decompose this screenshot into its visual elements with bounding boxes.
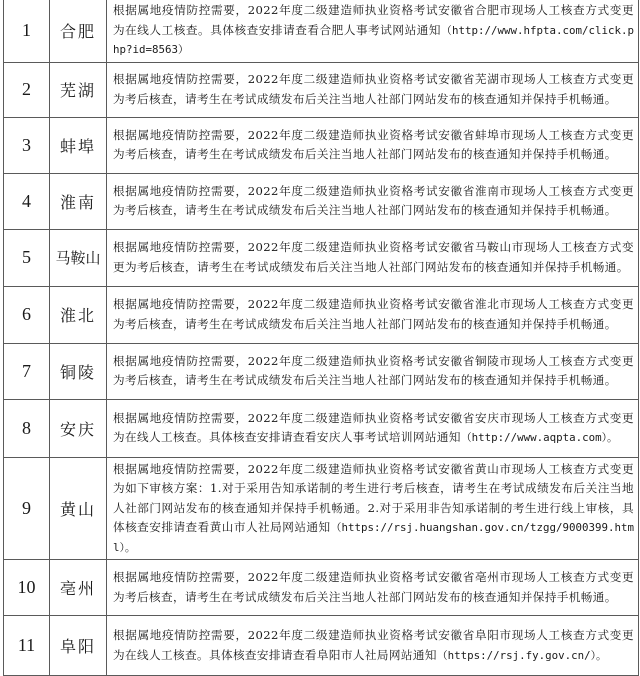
notice-text [107,399,639,457]
city-name: 合肥 [50,0,107,62]
notice-link[interactable]: （http://www.aqpta.com）。 [460,431,618,444]
city-name: 淮北 [50,286,107,343]
notice-text [107,560,639,616]
table-row [4,62,639,117]
row-number: 1 [4,0,50,62]
notice-body: 根据属地疫情防控需要，2022年度二级建造师执业资格考试安徽省马鞍山市现场人工核查方式变更为考后核查，请考生在考试成绩发布后关注当地人社部门网站发布的核查通知并保持手机畅通。 [113,240,634,274]
city-name: 阜阳 [50,616,107,676]
city-notice-table [3,0,639,676]
table-row [4,229,639,286]
row-number: 8 [4,399,50,457]
notice-body: 根据属地疫情防控需要，2022年度二级建造师执业资格考试安徽省芜湖市现场人工核查方式变更为考后核查，请考生在考试成绩发布后关注当地人社部门网站发布的核查通知并保持手机畅通。 [113,72,634,106]
notice-body: 根据属地疫情防控需要，2022年度二级建造师执业资格考试安徽省合肥市现场人工核查方式变更为在线人工核查。具体核查安排请查看合肥人事考试网站通知 [113,3,634,37]
row-number: 4 [4,173,50,229]
table-row [4,117,639,173]
row-number: 2 [4,62,50,117]
notice-link[interactable]: （https://rsj.fy.gov.cn/）。 [436,648,607,662]
notice-text [107,117,639,173]
table-row [4,457,639,560]
city-name: 黄山 [50,457,107,560]
table-row [4,616,639,676]
table-row [4,286,639,343]
row-number: 7 [4,343,50,399]
notice-text [107,286,639,343]
row-number: 9 [4,457,50,560]
notice-text [107,62,639,117]
table-row [4,173,639,229]
notice-body: 根据属地疫情防控需要，2022年度二级建造师执业资格考试安徽省淮北市现场人工核查方式变更为考后核查，请考生在考试成绩发布后关注当地人社部门网站发布的核查通知并保持手机畅通。 [113,297,634,331]
row-number: 3 [4,117,50,173]
row-number: 10 [4,560,50,616]
city-name: 芜湖 [50,62,107,117]
notice-body: 根据属地疫情防控需要，2022年度二级建造师执业资格考试安徽省亳州市现场人工核查方式变更为考后核查，请考生在考试成绩发布后关注当地人社部门网站发布的核查通知并保持手机畅通。 [113,570,634,604]
notice-text [107,0,639,62]
notice-body: 根据属地疫情防控需要，2022年度二级建造师执业资格考试安徽省阜阳市现场人工核查方式变更为在线人工核查。具体核查安排请查看阜阳市人社局网站通知 [113,628,634,662]
table-row [4,399,639,457]
table-row [4,343,639,399]
row-number: 5 [4,229,50,286]
city-name: 安庆 [50,399,107,457]
notice-link[interactable]: （https://rsj.huangshan.gov.cn/tzgg/9000399.html）。 [113,521,634,554]
notice-text [107,229,639,286]
notice-body: 根据属地疫情防控需要，2022年度二级建造师执业资格考试安徽省淮南市现场人工核查方式变更为考后核查，请考生在考试成绩发布后关注当地人社部门网站发布的核查通知并保持手机畅通。 [113,183,634,217]
notice-text [107,173,639,229]
notice-text [107,616,639,676]
notice-body: 根据属地疫情防控需要，2022年度二级建造师执业资格考试安徽省黄山市现场人工核查方式变更为如下审核方案：1.对于采用告知承诺制的考生进行考后核查，请考生在考试成绩发布后关注当地人社部门网站发布的核查通知并保持手机畅通。2.对于采用非告知承诺制的考生进行线上审核，具体核查安排请查看黄山市人社局网站通知 [113,461,634,534]
city-name: 马鞍山 [50,229,107,286]
notice-text [107,457,639,560]
city-name: 铜陵 [50,343,107,399]
city-name: 亳州 [50,560,107,616]
notice-link[interactable]: （http://www.hfpta.com/click.php?id=8563） [113,23,634,56]
notice-text [107,343,639,399]
city-name: 淮南 [50,173,107,229]
table-row [4,0,639,62]
row-number: 6 [4,286,50,343]
row-number: 11 [4,616,50,676]
notice-body: 根据属地疫情防控需要，2022年度二级建造师执业资格考试安徽省蚌埠市现场人工核查方式变更为考后核查，请考生在考试成绩发布后关注当地人社部门网站发布的核查通知并保持手机畅通。 [113,127,634,161]
notice-body: 根据属地疫情防控需要，2022年度二级建造师执业资格考试安徽省安庆市现场人工核查方式变更为在线人工核查。具体核查安排请查看安庆人事考试培训网站通知 [113,410,634,444]
notice-body: 根据属地疫情防控需要，2022年度二级建造师执业资格考试安徽省铜陵市现场人工核查方式变更为考后核查，请考生在考试成绩发布后关注当地人社部门网站发布的核查通知并保持手机畅通。 [113,353,634,387]
table-row [4,560,639,616]
city-name: 蚌埠 [50,117,107,173]
